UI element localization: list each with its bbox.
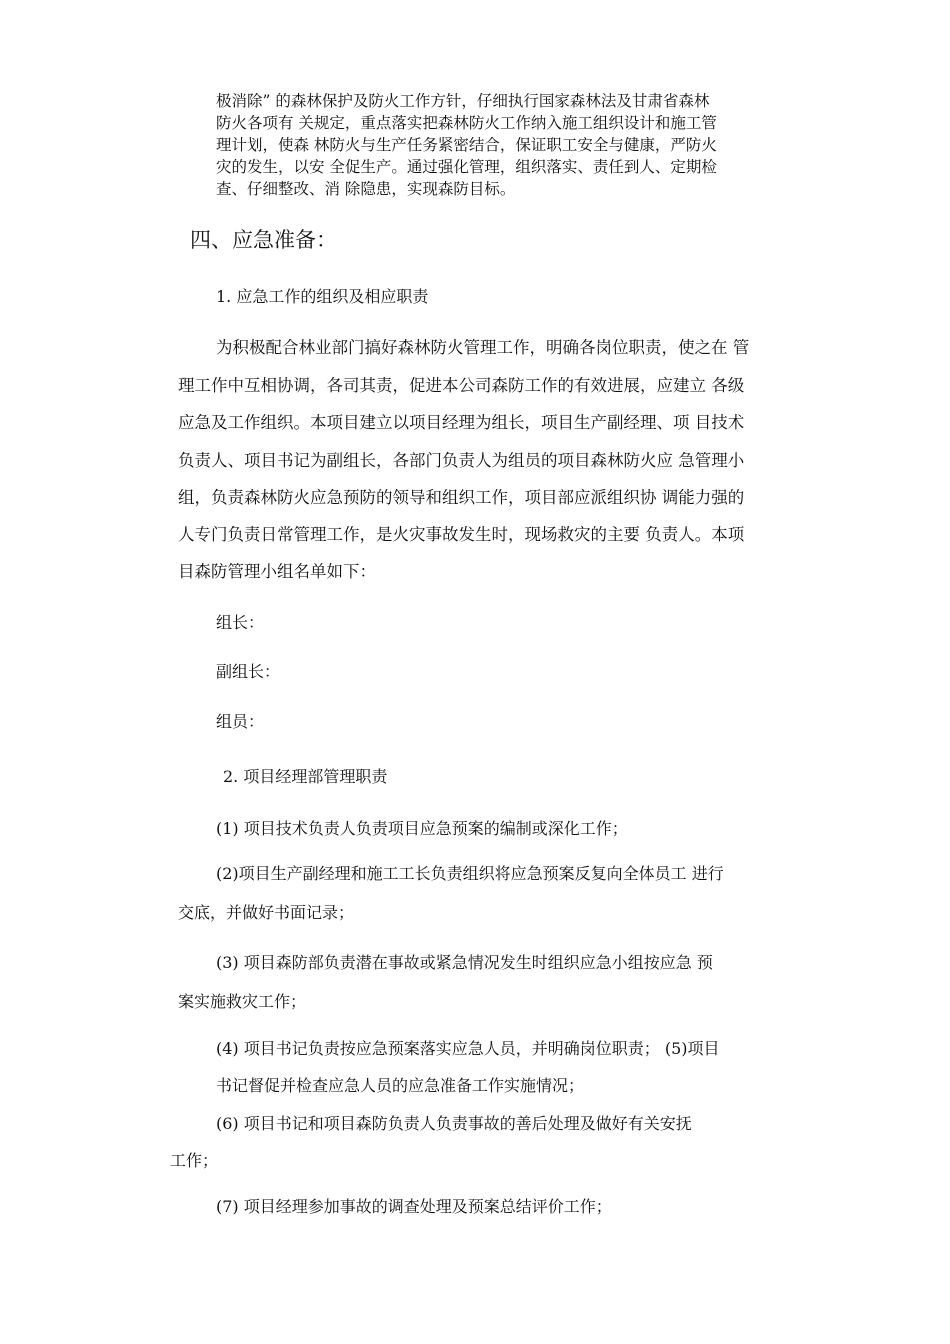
duty-2: (2)项目生产副经理和施工工长负责组织将应急预案反复向全体员工 进行	[216, 864, 724, 883]
intro-line-5: 查、仔细整改、消 除隐患，实现森防目标。	[216, 180, 516, 198]
intro-line-2: 防火各项有 关规定，重点落实把森林防火工作纳入施工组织设计和施工管	[216, 114, 717, 132]
duty-3: (3) 项目森防部负责潜在事故或紧急情况发生时组织应急小组按应急 预	[216, 953, 713, 972]
role-member: 组员：	[216, 712, 265, 731]
para-line-5: 组，负责森林防火应急预防的领导和组织工作，项目部应派组织协 调能力强的	[178, 488, 745, 507]
item2-title: 2. 项目经理部管理职责	[223, 767, 388, 786]
duty-2-cont: 交底，并做好书面记录；	[178, 903, 355, 922]
para-line-1: 为积极配合林业部门搞好森林防火管理工作，明确各岗位职责，使之在 管	[216, 338, 750, 357]
item1-title: 1. 应急工作的组织及相应职责	[216, 287, 429, 306]
duty-4-5: (4) 项目书记负责按应急预案落实应急人员，并明确岗位职责； (5)项目	[216, 1039, 720, 1058]
duty-6-cont: 工作；	[170, 1151, 219, 1170]
duty-3-cont: 案实施救灾工作；	[178, 992, 307, 1011]
intro-line-3: 理计划，使森 林防火与生产任务紧密结合，保证职工安全与健康，严防火	[216, 136, 717, 154]
para-line-2: 理工作中互相协调，各司其责，促进本公司森防工作的有效进展，应建立 各级	[178, 376, 745, 395]
section-heading: 四、应急准备：	[190, 228, 337, 252]
duty-5-cont: 书记督促并检查应急人员的应急准备工作实施情况；	[216, 1076, 585, 1095]
duty-1: (1) 项目技术负责人负责项目应急预案的编制或深化工作；	[216, 819, 628, 838]
intro-line-4: 灾的发生，以安 全促生产。通过强化管理，组织落实、责任到人、定期检	[216, 158, 717, 176]
role-leader: 组长：	[216, 613, 265, 632]
para-line-4: 负责人、项目书记为副组长，各部门负责人为组员的项目森林防火应 急管理小	[178, 451, 745, 470]
para-line-6: 人专门负责日常管理工作，是火灾事故发生时，现场救灾的主要 负责人。本项	[178, 525, 745, 544]
para-line-7: 目森防管理小组名单如下：	[178, 562, 376, 581]
duty-6: (6) 项目书记和项目森防负责人负责事故的善后处理及做好有关安抚	[216, 1114, 692, 1133]
para-line-3: 应急及工作组织。本项目建立以项目经理为组长，项目生产副经理、项 目技术	[178, 413, 745, 432]
role-deputy: 副组长：	[216, 662, 281, 681]
intro-line-1: 极消除” 的森林保护及防火工作方针，仔细执行国家森林法及甘肃省森林	[216, 92, 710, 110]
duty-7: (7) 项目经理参加事故的调查处理及预案总结评价工作；	[216, 1197, 612, 1216]
